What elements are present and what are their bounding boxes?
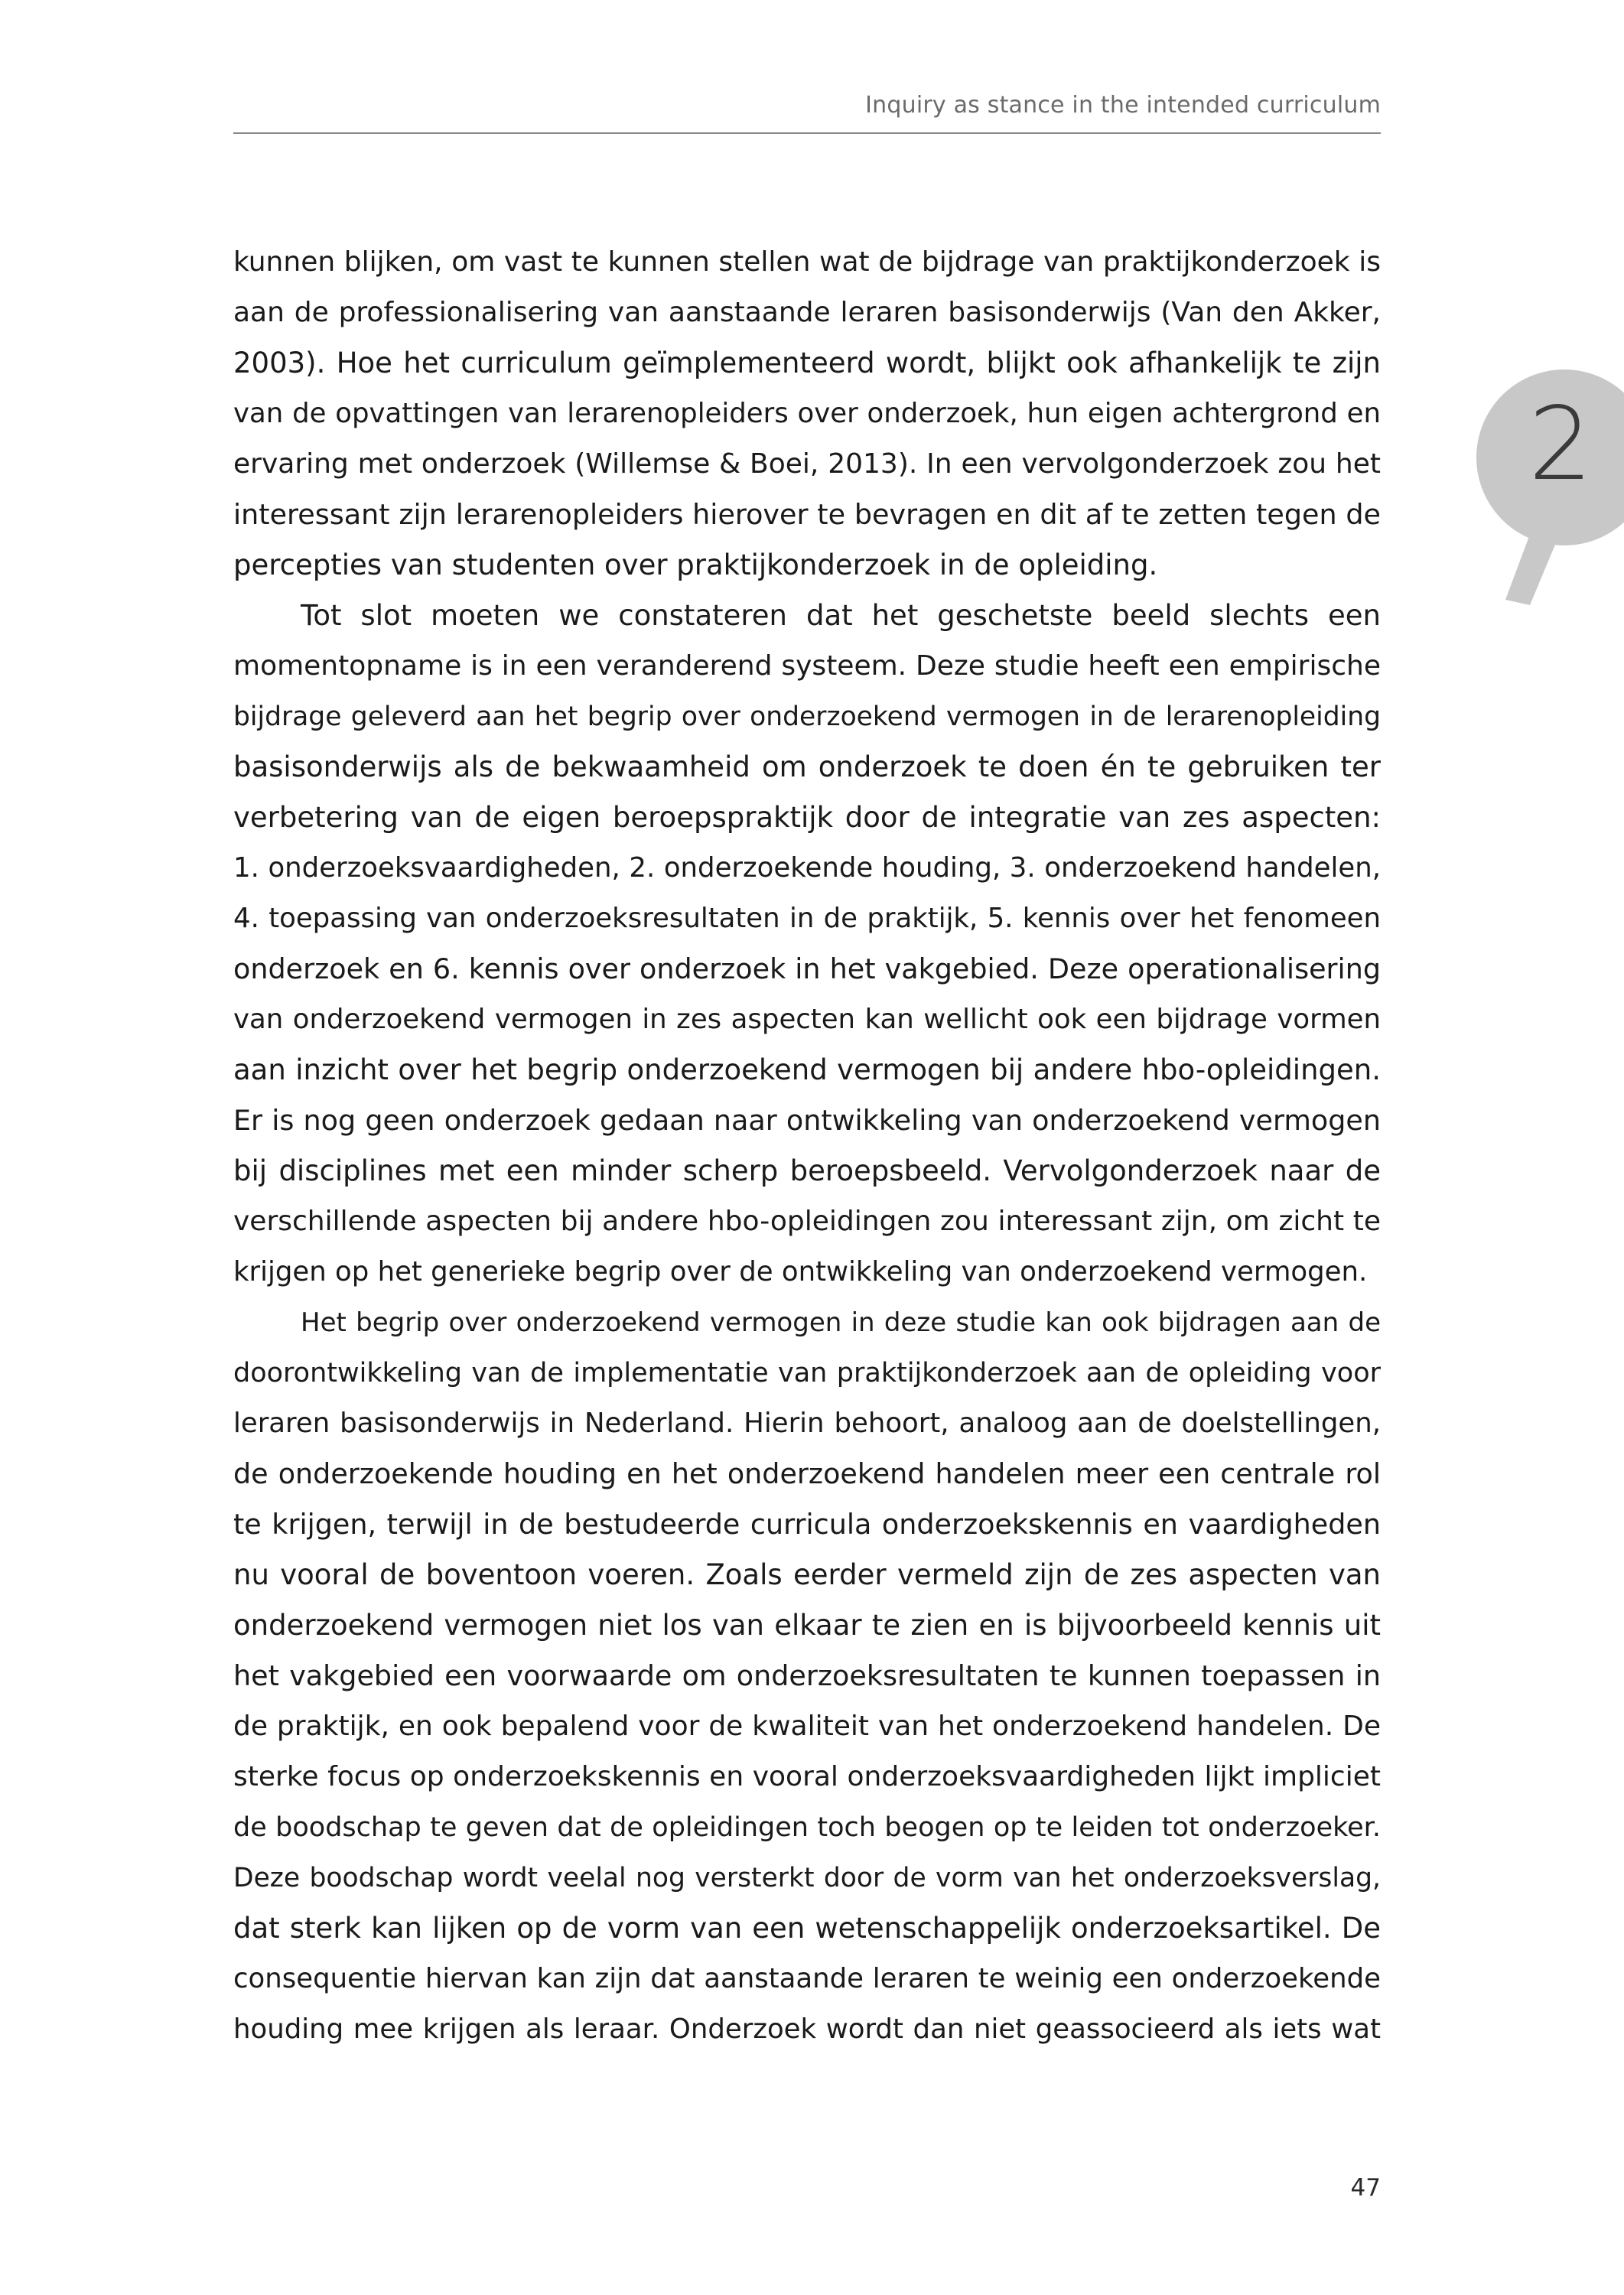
text-line: van de opvattingen van lerarenopleiders over onderzoek, hun eigen achtergrond en: [233, 398, 1381, 429]
text-line: basisonderwijs als de bekwaamheid om onderzoek te doen én te gebruiken ter: [233, 750, 1381, 783]
text-line: Er is nog geen onderzoek gedaan naar ontwikkeling van onderzoekend vermogen: [233, 1104, 1381, 1137]
text-line: momentopname is in een veranderend systeem. Deze studie heeft een empirische: [233, 650, 1381, 682]
text-line: het vakgebied een voorwaarde om onderzoeksresultaten te kunnen toepassen in: [233, 1659, 1381, 1692]
text-line: 4. toepassing van onderzoeksresultaten in de praktijk, 5. kennis over het fenomeen: [233, 903, 1381, 934]
text-line: Tot slot moeten we constateren dat het geschetste beeld slechts een: [301, 599, 1381, 632]
text-line: sterke focus op onderzoekskennis en vooral onderzoeksvaardigheden lijkt impliciet: [233, 1761, 1381, 1792]
text-line: Deze boodschap wordt veelal nog versterkt door de vorm van het onderzoeksverslag,: [233, 1863, 1381, 1893]
text-line: 1. onderzoeksvaardigheden, 2. onderzoekende houding, 3. onderzoekend handelen,: [233, 852, 1381, 884]
text-line: de praktijk, en ook bepalend voor de kwaliteit van het onderzoekend handelen. De: [233, 1711, 1381, 1742]
paragraph-2: [233, 591, 1381, 1297]
running-header: Inquiry as stance in the intended curriculum: [865, 92, 1381, 119]
text-line: de onderzoekende houding en het onderzoekend handelen meer een centrale rol: [233, 1457, 1381, 1490]
text-line: leraren basisonderwijs in Nederland. Hierin behoort, analoog aan de doelstellingen,: [233, 1408, 1381, 1439]
text-line: aan de professionalisering van aanstaande leraren basisonderwijs (Van den Akker,: [233, 297, 1381, 328]
text-line: bij disciplines met een minder scherp beroepsbeeld. Vervolgonderzoek naar de: [233, 1154, 1381, 1187]
text-line: interessant zijn lerarenopleiders hierover te bevragen en dit af te zetten tegen de: [233, 498, 1381, 531]
text-line: verschillende aspecten bij andere hbo-opleidingen zou interessant zijn, om zicht te: [233, 1206, 1381, 1237]
text-line: dat sterk kan lijken op de vorm van een wetenschappelijk onderzoeksartikel. De: [233, 1912, 1381, 1945]
text-line: onderzoekend vermogen niet los van elkaar te zien en is bijvoorbeeld kennis uit: [233, 1609, 1381, 1642]
text-line: de boodschap te geven dat de opleidingen toch beogen op te leiden tot onderzoeker.: [233, 1812, 1381, 1843]
paragraph-1: [233, 237, 1381, 591]
text-line: kunnen blijken, om vast te kunnen stellen wat de bijdrage van praktijkonderzoek is: [233, 246, 1381, 278]
text-line: van onderzoekend vermogen in zes aspecten kan wellicht ook een bijdrage vormen: [233, 1004, 1381, 1035]
text-line: 2003). Hoe het curriculum geïmplementeerd wordt, blijkt ook afhankelijk te zijn: [233, 347, 1381, 379]
text-line: aan inzicht over het begrip onderzoekend vermogen bij andere hbo-opleidingen.: [233, 1053, 1381, 1086]
text-line: bijdrage geleverd aan het begrip over onderzoekend vermogen in de lerarenopleiding: [233, 702, 1381, 732]
text-line: krijgen op het generieke begrip over de ontwikkeling van onderzoekend vermogen.: [233, 1256, 1368, 1287]
text-line: houding mee krijgen als leraar. Onderzoek wordt dan niet geassocieerd als iets wat: [233, 2013, 1381, 2045]
header-rule: [233, 132, 1381, 134]
chapter-number: 2: [1528, 386, 1593, 503]
text-line: consequentie hiervan kan zijn dat aanstaande leraren te weinig een onderzoekende: [233, 1963, 1381, 1994]
text-line: doorontwikkeling van de implementatie van praktijkonderzoek aan de opleiding voor: [233, 1358, 1381, 1388]
text-line: onderzoek en 6. kennis over onderzoek in het vakgebied. Deze operationalisering: [233, 952, 1381, 985]
text-line: ervaring met onderzoek (Willemse & Boei, 2013). In een vervolgonderzoek zou het: [233, 448, 1381, 480]
text-line: te krijgen, terwijl in de bestudeerde curricula onderzoekskennis en vaardigheden: [233, 1508, 1381, 1541]
page-number: 47: [1350, 2174, 1381, 2202]
text-line: percepties van studenten over praktijkonderzoek in de opleiding.: [233, 549, 1158, 581]
body-text: [233, 237, 1381, 2055]
paragraph-3: [233, 1297, 1381, 2055]
text-line: nu vooral de boventoon voeren. Zoals eerder vermeld zijn de zes aspecten van: [233, 1558, 1381, 1591]
text-line: verbetering van de eigen beroepspraktijk door de integratie van zes aspecten:: [233, 801, 1381, 834]
text-line: Het begrip over onderzoekend vermogen in deze studie kan ook bijdragen aan de: [301, 1307, 1381, 1338]
